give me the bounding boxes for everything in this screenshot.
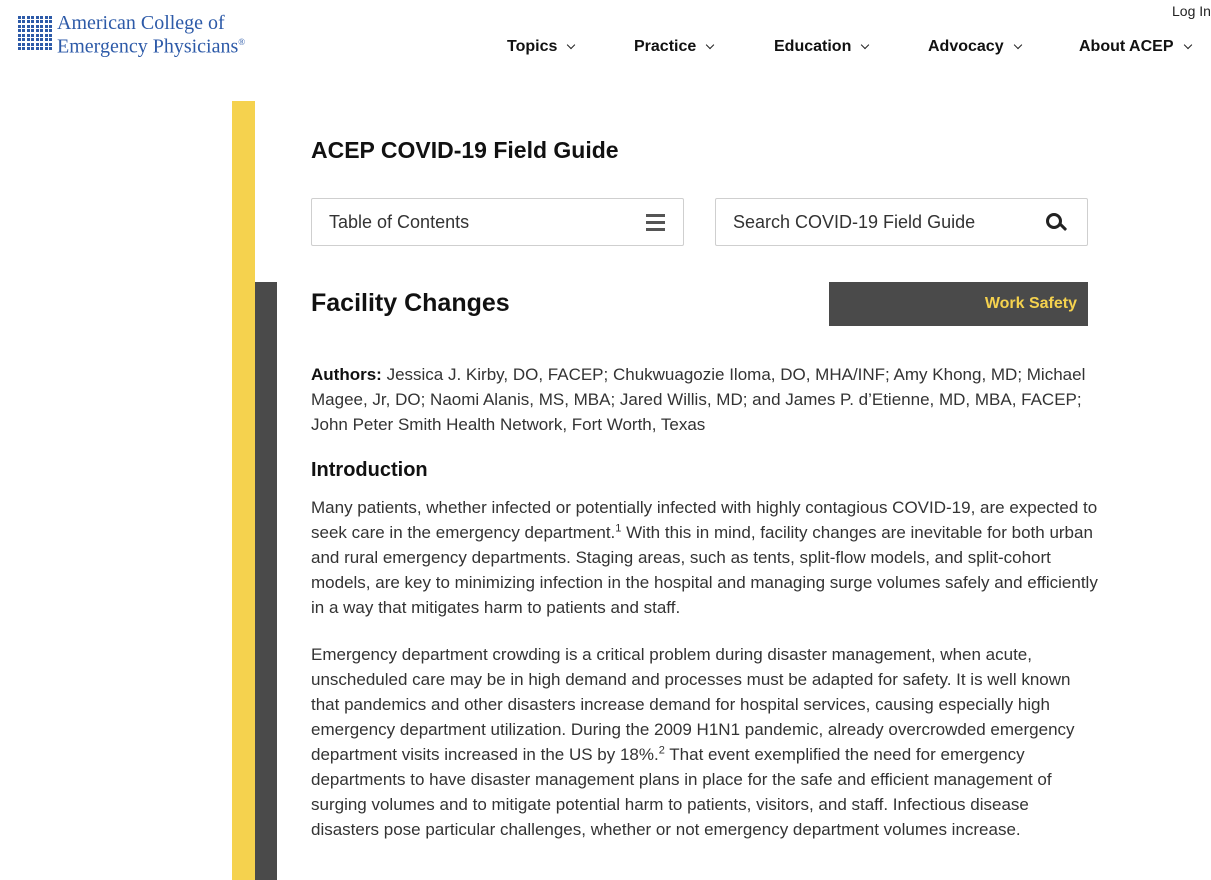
chevron-down-icon — [1013, 41, 1021, 49]
nav-label: Practice — [634, 38, 697, 55]
hamburger-menu-icon — [646, 214, 665, 231]
chevron-down-icon — [706, 41, 714, 49]
accent-bar-dark — [255, 282, 277, 880]
intro-paragraph-1 — [311, 495, 1101, 620]
p1-text-a: Many patients, whether infected or potentially infected with highly contagious COVID-19, are expected to seek care in the emergency department. — [311, 498, 1098, 542]
guide-title: ACEP COVID-19 Field Guide — [311, 137, 619, 163]
nav-topics[interactable] — [507, 38, 574, 56]
intro-paragraph-2 — [311, 642, 1101, 842]
login-link[interactable]: Log In — [1172, 3, 1211, 19]
nav-label: Education — [774, 38, 852, 55]
nav-education[interactable] — [774, 38, 868, 56]
category-badge[interactable] — [829, 282, 1088, 326]
authors-label: Authors: — [311, 365, 382, 384]
logo-line-1: American College of — [57, 12, 225, 34]
section-title: Facility Changes — [311, 289, 510, 317]
toc-label: Table of Contents — [329, 211, 470, 232]
search-box — [715, 198, 1088, 246]
reference-1[interactable]: 1 — [615, 522, 622, 535]
chevron-down-icon — [567, 41, 575, 49]
badge-label: Work Safety — [984, 295, 1077, 312]
search-input[interactable] — [733, 212, 1023, 233]
reference-2[interactable]: 2 — [658, 744, 665, 757]
nav-label: About ACEP — [1079, 38, 1174, 55]
nav-advocacy[interactable] — [928, 38, 1021, 56]
authors-text: Jessica J. Kirby, DO, FACEP; Chukwuagozie Iloma, DO, MHA/INF; Amy Khong, MD; Michael Magee, Jr, DO; Naomi Alanis, MS, MBA; Jared Willis, MD; and James P. d’Etienne, MD, MBA, FACEP; John Peter Smith Health Network, Fort Worth, Texas — [311, 365, 1086, 434]
p1-text-b: With this in mind, facility changes are inevitable for both urban and rural emergency departments. Staging areas, such as tents, split-flow models, and split-cohort models, are key to minimizing infection in the hospital and managing surge volumes safely and efficiently in a way that mitigates harm to patients and staff. — [311, 523, 1098, 617]
logo-line-2: Emergency Physicians — [57, 35, 239, 58]
main-nav — [0, 35, 1200, 60]
authors-line — [311, 362, 1091, 437]
p2-text-a: Emergency department crowding is a critical problem during disaster management, when acute, unscheduled care may be in high demand and processes must be adapted for safety. It is well known that pandemics and other disasters increase demand for hospital services, causing especially high emergency department utilization. During the 2009 H1N1 pandemic, already overcrowded emergency department visits increased in the US by 18%. — [311, 645, 1075, 764]
chevron-down-icon — [861, 41, 869, 49]
nav-label: Advocacy — [928, 38, 1004, 55]
logo-registered-mark: ® — [238, 37, 246, 47]
p2-text-b: That event exemplified the need for emergency departments to have disaster management plans in place for the safe and efficient management of surging volumes and to mitigate potential harm to patients, visitors, and staff. Infectious disease disasters pose particular challenges, whether or not emergency department volumes increase. — [311, 745, 1052, 839]
accent-bar-yellow — [232, 101, 255, 880]
table-of-contents-button[interactable] — [311, 198, 684, 246]
nav-label: Topics — [507, 38, 558, 55]
chevron-down-icon — [1183, 41, 1191, 49]
introduction-heading: Introduction — [311, 459, 428, 481]
nav-about-acep[interactable] — [1079, 38, 1191, 56]
search-icon[interactable] — [1046, 213, 1066, 233]
nav-practice[interactable] — [634, 38, 713, 56]
